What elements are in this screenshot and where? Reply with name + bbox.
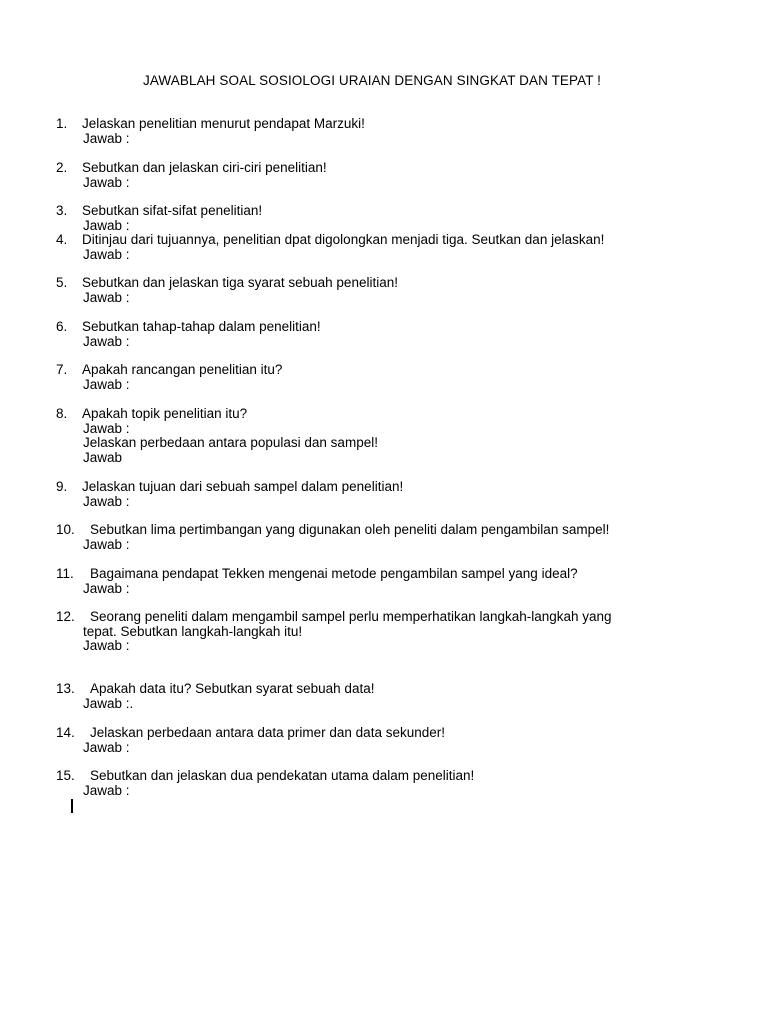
answer-label: Jawab : — [83, 782, 130, 798]
question-text: Sebutkan dan jelaskan ciri-ciri penelitian! — [82, 160, 327, 175]
question-text: Sebutkan lima pertimbangan yang digunakan oleh peneliti dalam pengambilan sampel! — [90, 522, 610, 537]
question-text: Seorang peneliti dalam mengambil sampel perlu memperhatikan langkah-langkah yang — [90, 609, 612, 624]
question-text-continued: tepat. Sebutkan langkah-langkah itu! — [83, 623, 303, 639]
answer-label: Jawab : — [83, 333, 130, 349]
question-text: Sebutkan dan jelaskan tiga syarat sebuah penelitian! — [82, 275, 398, 290]
question-6 — [56, 320, 736, 349]
answer-label: Jawab : — [83, 493, 130, 509]
question-text: Jelaskan perbedaan antara data primer dan data sekunder! — [90, 725, 445, 740]
question-number: 14. — [56, 725, 75, 740]
answer-label: Jawab : — [83, 638, 130, 653]
answer-label: Jawab : — [83, 739, 130, 755]
question-number: 11. — [56, 566, 74, 581]
question-7 — [56, 363, 736, 392]
question-number: 13. — [56, 681, 75, 696]
question-number: 15. — [56, 768, 75, 783]
question-number: 8. — [56, 406, 68, 421]
answer-label: Jawab : — [83, 174, 130, 190]
question-12 — [56, 610, 736, 654]
answer-label-extra: Jawab — [83, 449, 123, 465]
question-number: 5. — [56, 275, 68, 290]
text-cursor[interactable] — [71, 799, 73, 813]
question-number: 3. — [56, 203, 68, 218]
question-text-extra: Jelaskan perbedaan antara populasi dan sampel! — [83, 435, 378, 450]
question-text: Sebutkan sifat-sifat penelitian! — [82, 203, 263, 218]
question-number: 7. — [56, 362, 68, 377]
question-3 — [56, 204, 736, 233]
question-text: Sebutkan dan jelaskan dua pendekatan utama dalam penelitian! — [90, 768, 475, 783]
answer-label: Jawab :. — [83, 695, 134, 711]
question-text: Jelaskan tujuan dari sebuah sampel dalam penelitian! — [82, 479, 404, 494]
question-text: Apakah rancangan penelitian itu? — [82, 362, 283, 377]
answer-label: Jawab : — [83, 580, 130, 596]
question-number: 9. — [56, 479, 68, 494]
question-number: 10. — [56, 522, 75, 537]
question-4 — [56, 233, 736, 262]
question-text: Sebutkan tahap-tahap dalam penelitian! — [82, 319, 321, 334]
question-11 — [56, 567, 736, 596]
question-2 — [56, 161, 736, 190]
answer-label: Jawab : — [83, 217, 130, 233]
question-number: 1. — [56, 116, 68, 131]
answer-label: Jawab : — [83, 130, 130, 146]
question-15 — [56, 769, 736, 798]
question-9 — [56, 480, 736, 509]
question-5 — [56, 276, 736, 305]
question-text: Bagaimana pendapat Tekken mengenai metode pengambilan sampel yang ideal? — [90, 566, 578, 581]
question-text: Apakah topik penelitian itu? — [82, 406, 248, 421]
answer-label: Jawab : — [83, 536, 130, 552]
answer-label: Jawab : — [83, 289, 130, 305]
question-8 — [56, 407, 736, 465]
question-1 — [56, 117, 736, 146]
question-14 — [56, 726, 736, 755]
question-text: Jelaskan penelitian menurut pendapat Marzuki! — [82, 116, 365, 131]
question-number: 2. — [56, 160, 68, 175]
answer-label: Jawab : — [83, 246, 130, 262]
page-title: JAWABLAH SOAL SOSIOLOGI URAIAN DENGAN SINGKAT DAN TEPAT ! — [142, 73, 602, 88]
question-13 — [56, 682, 736, 711]
question-number: 6. — [56, 319, 68, 334]
question-number: 12. — [56, 609, 75, 624]
answer-label: Jawab : — [83, 420, 130, 436]
question-10 — [56, 523, 736, 552]
question-text: Apakah data itu? Sebutkan syarat sebuah data! — [90, 681, 375, 696]
question-number: 4. — [56, 232, 68, 247]
question-text: Ditinjau dari tujuannya, penelitian dpat digolongkan menjadi tiga. Seutkan dan jelaskan! — [82, 232, 605, 247]
answer-label: Jawab : — [83, 376, 130, 392]
